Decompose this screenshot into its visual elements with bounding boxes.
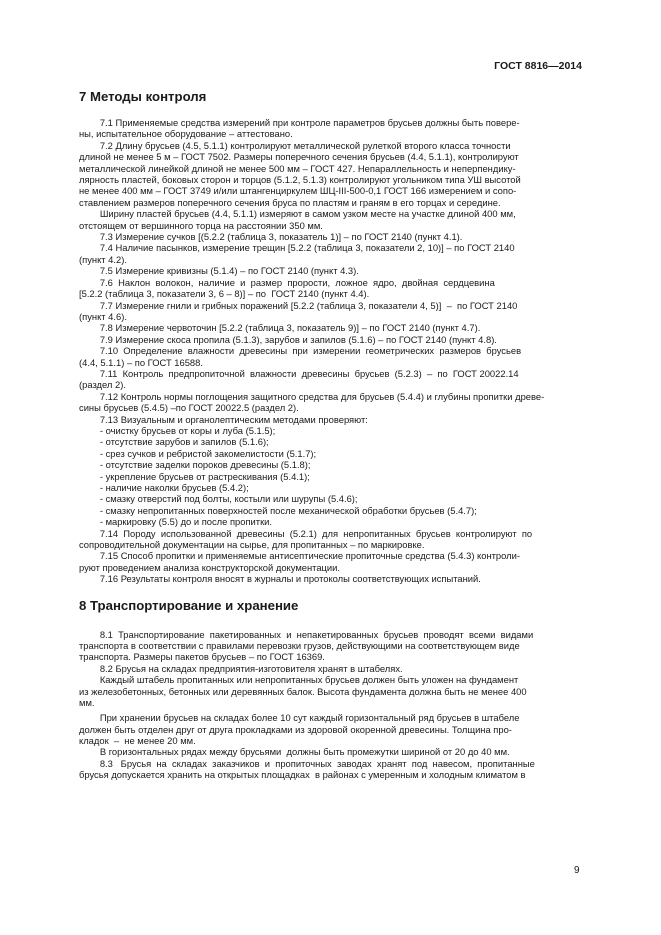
text-line: 7.3 Измерение сучков [(5.2.2 (таблица 3, показатель 1)] – по ГОСТ 2140 (пункт 4.1). — [79, 231, 463, 243]
text-line: - наличие наколки брусьев (5.4.2); — [79, 482, 249, 493]
text-line: - отсутствие зарубов и запилов (5.1.6); — [79, 436, 269, 448]
text-line: - срез сучков и ребристой закомелистости (5.1.7); — [79, 447, 317, 459]
text-line: транспорта. Размеры пакетов брусьев – по ГОСТ 16369. — [79, 651, 325, 663]
paragraph — [79, 208, 582, 231]
text-line: 7.2 Длину брусьев (4.5, 5.1.1) контролируют металлической рулеткой второго класса точности — [79, 139, 511, 151]
paragraph — [79, 528, 582, 551]
paragraph — [79, 265, 582, 276]
paragraph — [79, 414, 582, 528]
text-line: (раздел 2). — [79, 379, 126, 391]
text-line: лярность пластей, боковых сторон и торцов (5.1.2, 5.1.3) контролируют угольником типа УШ высотой — [79, 174, 521, 186]
text-line: 7.7 Измерение гнили и грибных поражений [5.2.2 (таблица 3, показатели 4, 5)] – по ГОСТ 2140 — [79, 299, 518, 311]
paragraph — [79, 231, 582, 242]
text-line: 7.12 Контроль нормы поглощения защитного средства для брусьев (5.4.4) и глубины пропитки древе- — [79, 390, 545, 402]
paragraph — [79, 334, 582, 345]
text-line: не менее 400 мм – ГОСТ 3749 и/или штангенциркулем ШЦ-III-500-0,1 ГОСТ 166 измерением и сопо- — [79, 185, 517, 197]
section-8-title: 8 Транспортирование и хранение — [79, 597, 299, 613]
text-line: 7.9 Измерение скоса пропила (5.1.3), зарубов и запилов (5.1.6) – по ГОСТ 2140 (пункт 4.8). — [79, 333, 497, 345]
text-line: сины брусьев (5.4.5) –по ГОСТ 20022.5 (раздел 2). — [79, 402, 299, 414]
text-line: 7.6 Наклон волокон, наличие и размер прорости, ложное ядро, двойная сердцевина — [79, 276, 495, 288]
paragraph — [79, 758, 582, 781]
text-line: При хранении брусьев на складах более 10 сут каждый горизонтальный ряд брусьев в штабеле — [79, 712, 520, 724]
text-line: 8.3 Брусья на складах заказчиков и пропиточных заводах хранят под навесом, пропитанные — [79, 757, 535, 769]
text-line: - укрепление брусьев от растрескивания (5.4.1); — [79, 470, 310, 482]
document-code: ГОСТ 8816—2014 — [494, 60, 582, 72]
text-line: - смазку непропитанных поверхностей после механической обработки брусьев (5.4.7); — [79, 504, 477, 516]
text-line: сопроводительной документации на сырье, для пропитанных – по маркировке. — [79, 539, 425, 551]
page-number: 9 — [574, 865, 580, 876]
text-line: ны, испытательное оборудование – аттестовано. — [79, 128, 293, 140]
paragraph — [79, 322, 582, 333]
text-line: Ширину пластей брусьев (4.4, 5.1.1) измеряют в самом узком месте на участке длиной 400 мм, — [79, 208, 516, 220]
text-line: транспорта в соответствии с правилами перевозки грузов, действующими на соответствующем виде — [79, 640, 520, 652]
text-line: мм. — [79, 697, 95, 709]
text-line: 7.5 Измерение кривизны (5.1.4) – по ГОСТ 2140 (пункт 4.3). — [79, 265, 359, 277]
text-line: (пункт 4.6). — [79, 310, 127, 322]
paragraph — [79, 550, 582, 573]
text-line: металлической линейкой длиной не менее 500 мм – ГОСТ 427. Непараллельность и неперпендику- — [79, 162, 516, 174]
paragraph — [79, 391, 582, 414]
text-line: отстоящем от вершинного торца на расстоянии 350 мм. — [79, 219, 323, 231]
text-line: (пункт 4.2). — [79, 253, 127, 265]
text-line: 8.2 Брусья на складах предприятия-изготовителя хранят в штабелях. — [79, 662, 403, 674]
paragraph — [79, 277, 582, 300]
text-line: брусья допускается хранить на открытых площадках в районах с умеренным и холодным климатом в — [79, 769, 526, 781]
paragraph — [79, 300, 582, 323]
text-line: - маркировку (5.5) до и после пропитки. — [79, 516, 273, 528]
text-line: 7.16 Результаты контроля вносят в журналы и протоколы соответствующих испытаний. — [79, 573, 481, 585]
paragraph — [79, 117, 582, 140]
paragraph — [79, 242, 582, 265]
text-line: 7.10 Определение влажности древесины при измерении геометрических размеров брусьев — [79, 345, 522, 357]
text-line: из железобетонных, бетонных или деревянных балок. Высота фундамента должна быть не менее 400 — [79, 685, 527, 697]
paragraph — [79, 674, 582, 708]
text-line: руют проведением анализа конструкторской документации. — [79, 561, 341, 573]
text-line: - очистку брусьев от коры и луба (5.1.5); — [79, 424, 276, 436]
text-line: В горизонтальных рядах между брусьями должны быть промежутки шириной от 20 до 40 мм. — [79, 746, 510, 758]
paragraph — [79, 345, 582, 368]
paragraph — [79, 573, 582, 584]
text-line: кладок – не менее 20 мм. — [79, 734, 196, 746]
text-line: 7.15 Способ пропитки и применяемые антисептические пропиточные средства (5.4.3) контроли- — [79, 550, 520, 562]
paragraph — [79, 746, 582, 757]
paragraph — [79, 663, 582, 674]
text-line: - отсутствие заделки пороков древесины (5.1.8); — [79, 459, 311, 471]
text-line: - смазку отверстий под болты, костыли или шурупы (5.4.6); — [79, 493, 358, 505]
paragraph — [79, 712, 582, 746]
text-line: [5.2.2 (таблица 3, показатели 3, 6 – 8)] – по ГОСТ 2140 (пункт 4.4). — [79, 288, 370, 300]
text-line: Каждый штабель пропитанных или непропитанных брусьев должен быть уложен на фундамент — [79, 674, 519, 686]
paragraph — [79, 629, 582, 663]
section-7-title: 7 Методы контроля — [79, 89, 207, 104]
text-line: 7.1 Применяемые средства измерений при контроле параметров брусьев должны быть повере- — [79, 117, 520, 128]
text-line: (4.4, 5.1.1) – по ГОСТ 16588. — [79, 356, 203, 368]
text-line: ставлением размеров поперечного сечения бруса по пластям и граням в его торцах и середине. — [79, 196, 501, 208]
page-content — [79, 89, 582, 781]
text-line: 8.1 Транспортирование пакетированных и непакетированных брусьев проводят всеми видами — [79, 628, 534, 640]
section-7-body — [79, 117, 582, 585]
text-line: 7.13 Визуальным и органолептическим методами проверяют: — [79, 413, 368, 425]
text-line: 7.8 Измерение червоточин [5.2.2 (таблица 3, показатель 9)] – по ГОСТ 2140 (пункт 4.7). — [79, 322, 481, 334]
paragraph — [79, 368, 582, 391]
text-line: длиной не менее 5 м – ГОСТ 7502. Размеры поперечного сечения брусьев (4.4, 5.1.1), контролируют — [79, 151, 519, 163]
text-line: 7.14 Породу использованной древесины (5.2.1) для непропитанных брусьев контролируют по — [79, 527, 533, 539]
text-line: 7.11 Контроль предпропиточной влажности древесины брусьев (5.2.3) – по ГОСТ 20022.14 — [79, 367, 519, 379]
text-line: должен быть отделен друг от друга прокладками из здоровой окоренной древесины. Толщина про- — [79, 723, 512, 735]
paragraph — [79, 140, 582, 208]
text-line: 7.4 Наличие пасынков, измерение трещин [5.2.2 (таблица 3, показатели 2, 10)] – по ГОСТ 2140 — [79, 242, 515, 254]
section-8-body — [79, 629, 582, 781]
